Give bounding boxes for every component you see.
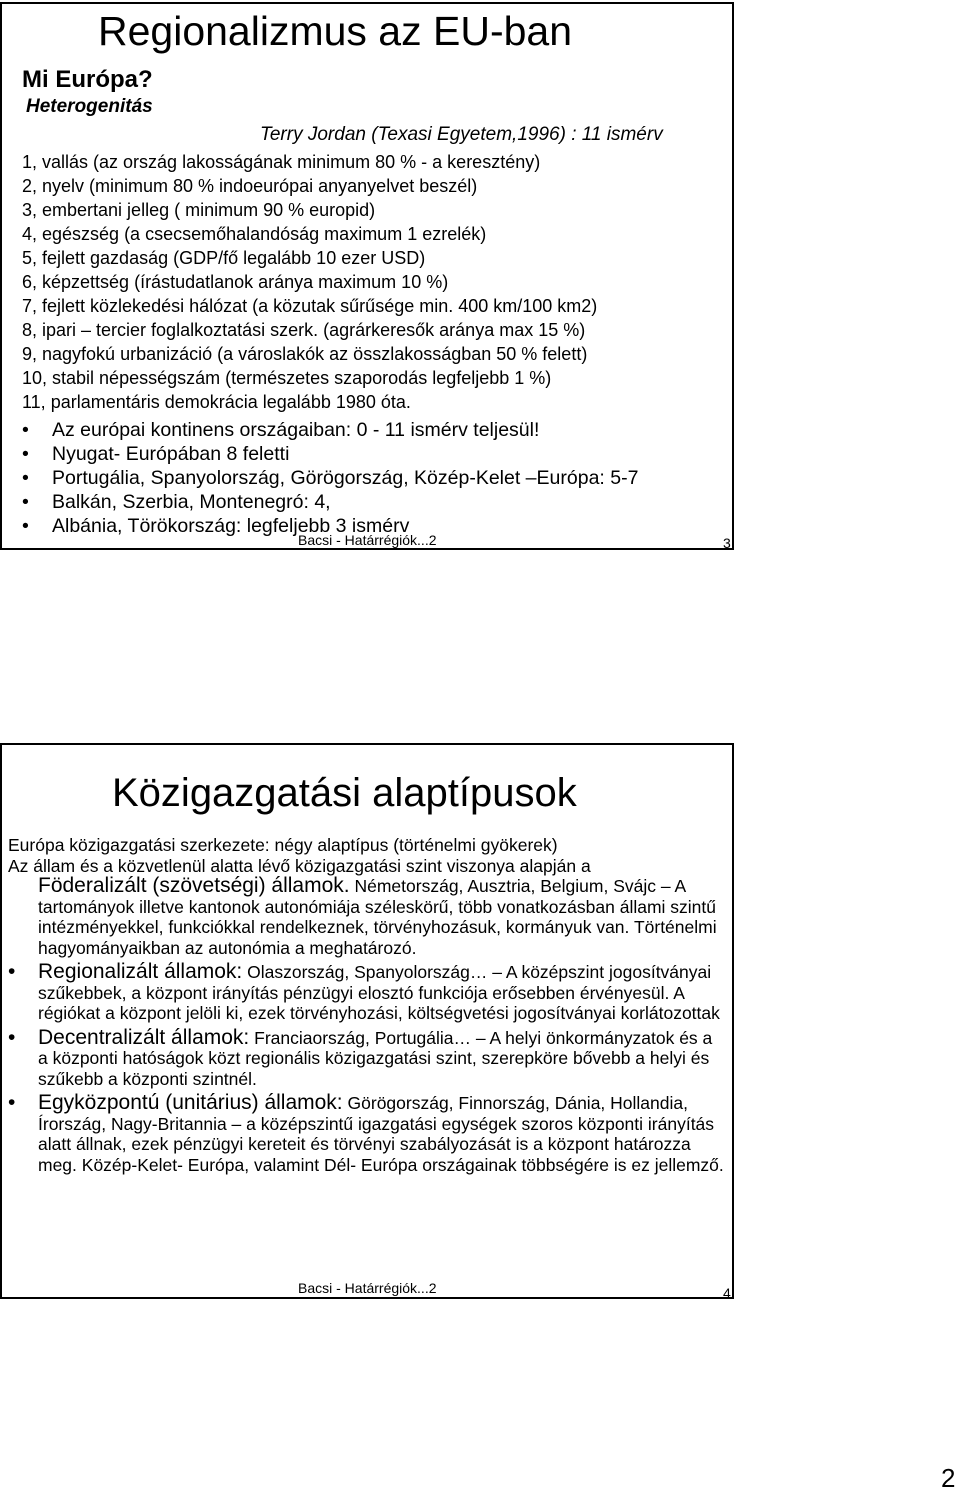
decentral-text: Franciaország, Portugália… – A helyi önkormányzatok és a a központi hatóságok közt regionális közigazgatási szint, szerepköre bővebb a helyi és szűkebb a központi szintnél. (38, 1027, 713, 1089)
regional-text: Olaszország, Spanyolország… – A középszint jogosítványai szűkebbek, a központ irányítás pénzügyi elosztó funkciója erősebben érvényesül. A régiókat a központ jelöli ki, ezek törvényhozási, költségvetési jogosítványai korlátozottak (38, 962, 720, 1023)
bullet-text: Az európai kontinens országaiban: 0 - 11 ismérv teljesül! (52, 419, 540, 441)
criteria-item: 6, képzettség (írástudatlanok aránya maximum 10 %) (22, 272, 449, 292)
bullet-item (22, 466, 638, 490)
page-number: 2 (941, 1463, 956, 1493)
decentral-heading: Decentralizált államok: (38, 1025, 250, 1049)
intro-paragraph: Az állam és a közvetlenül alatta lévő közigazgatási szint viszonya alapján a (8, 855, 591, 876)
bullet-item (22, 490, 638, 514)
federal-paragraph (8, 876, 726, 958)
criteria-item: 2, nyelv (minimum 80 % indoeurópai anyanyelvet beszél) (22, 176, 478, 196)
criteria-item: 8, ipari – tercier foglalkoztatási szerk. (agrárkeresők aránya max 15 %) (22, 320, 586, 340)
slide-number: 3 (723, 535, 731, 551)
bullet-item (22, 442, 638, 466)
unitary-heading: Egyközpontú (unitárius) államok: (38, 1091, 343, 1114)
slide-footer: Bacsi - Határrégiók...2 (298, 532, 437, 548)
criteria-item: 5, fejlett gazdaság (GDP/fő legalább 10 ezer USD) (22, 248, 426, 268)
decentral-bullet (8, 1025, 726, 1090)
criteria-item: 1, vallás (az ország lakosságának minimum 80 % - a keresztény) (22, 152, 541, 172)
bullet-dot-icon: • (22, 419, 29, 441)
slide-title: Regionalizmus az EU-ban (98, 8, 573, 54)
slide-number: 4 (723, 1285, 731, 1301)
criteria-item: 9, nagyfokú urbanizáció (a városlakók az összlakosságban 50 % felett) (22, 344, 588, 364)
bullet-dot-icon: • (8, 1091, 16, 1114)
bullet-list (22, 418, 638, 538)
bullet-dot-icon: • (8, 1025, 16, 1049)
criteria-item: 10, stabil népességszám (természetes szaporodás legfeljebb 1 %) (22, 368, 552, 388)
section-heading: Heterogenitás (26, 96, 153, 117)
criteria-item: 7, fejlett közlekedési hálózat (a közutak sűrűsége min. 400 km/100 km2) (22, 296, 598, 316)
slide-4 (0, 743, 734, 1299)
bullet-text: Nyugat- Európában 8 feletti (52, 443, 290, 465)
slide-3 (0, 2, 734, 550)
criteria-item: 11, parlamentáris demokrácia legalább 1980 óta. (22, 392, 411, 412)
slide-title: Közigazgatási alaptípusok (112, 771, 577, 815)
slide-subtitle: Mi Európa? (22, 66, 153, 93)
author-line: Terry Jordan (Texasi Egyetem,1996) : 11 ismérv (260, 124, 663, 145)
regional-heading: Regionalizált államok: (38, 960, 243, 983)
bullet-dot-icon: • (8, 960, 16, 983)
bullet-dot-icon: • (22, 491, 29, 513)
bullet-dot-icon: • (22, 515, 29, 537)
bullet-text: Portugália, Spanyolország, Görögország, Közép-Kelet –Európa: 5-7 (52, 467, 639, 489)
regional-bullet (8, 962, 726, 1024)
criteria-item: 4, egészség (a csecsemőhalandóság maximum 1 ezrelék) (22, 224, 487, 244)
slide-body (8, 835, 726, 1175)
federal-text: Németország, Ausztria, Belgium, Svájc – A tartományok illetve kantonok autonómiája széleskörű, több vonatkozásban állami szintű intézményekkel, funkciókkal rendelkeznek, törvényhozásuk, kormányuk van. Történelmi hagyományaikban az autonómia a meghatározó. (38, 876, 717, 958)
unitary-text: Görögország, Finnország, Dánia, Hollandia, Írország, Nagy-Britannia – a középszintű igazgatási egységek szoros központi irányítás alatt állnak, ezek pénzügyi kereteit és törvényi szabályozását is a központ határozza meg. Közép-Kelet- Európa, valamint Dél- Európa országainak többségére is ez jellemző. (38, 1093, 724, 1175)
federal-heading: Föderalizált (szövetségi) államok. (38, 874, 350, 897)
bullet-dot-icon: • (22, 467, 29, 489)
intro-paragraph: Európa közigazgatási szerkezete: négy alaptípus (történelmi gyökerek) (8, 835, 558, 855)
bullet-text: Albánia, Törökország: legfeljebb 3 ismérv (52, 515, 410, 537)
bullet-item (22, 418, 638, 442)
unitary-bullet (8, 1093, 726, 1175)
bullet-text: Balkán, Szerbia, Montenegró: 4, (52, 491, 331, 513)
bullet-dot-icon: • (22, 443, 29, 465)
criteria-item: 3, embertani jelleg ( minimum 90 % europid) (22, 200, 376, 220)
criteria-list (22, 150, 597, 414)
slide-footer: Bacsi - Határrégiók...2 (298, 1280, 437, 1296)
